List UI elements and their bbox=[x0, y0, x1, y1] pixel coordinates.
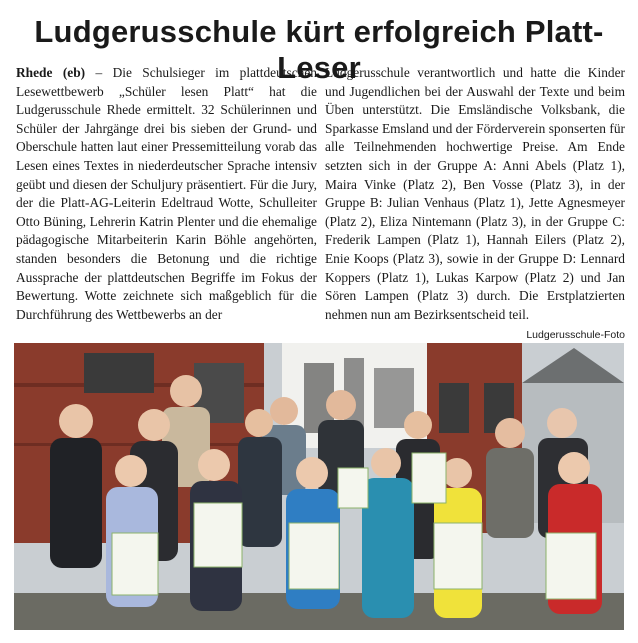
group-photo bbox=[14, 343, 624, 630]
article-column-left bbox=[16, 64, 317, 324]
article-body-left: Die Schulsieger im plattdeutschen Lesewettbewerb „Schüler lesen Platt“ hat die Ludgerusschule Rhede ermittelt. 32 Schülerinnen und Schüler der Jahrgänge drei bis sieben der Grund- und Oberschule hatten laut einer Pressemitteilung vorab das Lesen eines Textes in niederdeutscher Sprache intensiv geübt und diesen der Schuljury präsentiert. Für die Jury, der die Platt-AG-Leiterin Edeltraud Wotte, Schulleiter Otto Büning, Lehrerin Katrin Plenter und die ehemalige pädagogische Mitarbeiterin Karin Böhle angehörten, standen besonders die Betonung und die richtige Aussprache der plattdeutschen Begriffe im Fokus der Bewertung. Wotte zeichnete sich maßgeblich für die Durchführung des Wettbewerbs an der bbox=[16, 65, 318, 322]
article-dateline: Rhede (eb) bbox=[16, 65, 86, 80]
article-body-right: Ludgerusschule verantwortlich und hatte die Kinder und Jugendlichen bei der Auswahl der Texte und beim Üben unterstützt. Die Emsländische Volksbank, die Sparkasse Emsland und der Förderverein sponserten für alle Teilnehmenden hochwertige Preise. Am Ende setzten sich in der Gruppe A: Anni Abels (Platz 1), Maira Vinke (Platz 2), Ben Vosse (Platz 3), in der Gruppe B: Julian Venhaus (Platz 1), Jette Agnesmeyer (Platz 2), Eliza Nintemann (Platz 3), in der Gruppe C: Frederik Lampen (Platz 1), Hannah Eilers (Platz 2), Enie Koops (Platz 3), sowie in der Gruppe D: Lennard Koppers (Platz 1), Lukas Karpow (Platz 2) und Jan Sören Lampen (Platz 3) durch. Die Erstplatzierten nehmen nun am Bezirksentscheid teil. bbox=[325, 65, 625, 322]
dateline-dash: – bbox=[85, 65, 113, 80]
window bbox=[84, 353, 154, 393]
article-headline: Ludgerusschule kürt erfolgreich Platt-Leser bbox=[34, 14, 604, 85]
article-column-right bbox=[325, 64, 625, 345]
photo-credit: Ludgerusschule-Foto bbox=[526, 329, 625, 342]
group-photo-illustration bbox=[14, 343, 624, 630]
